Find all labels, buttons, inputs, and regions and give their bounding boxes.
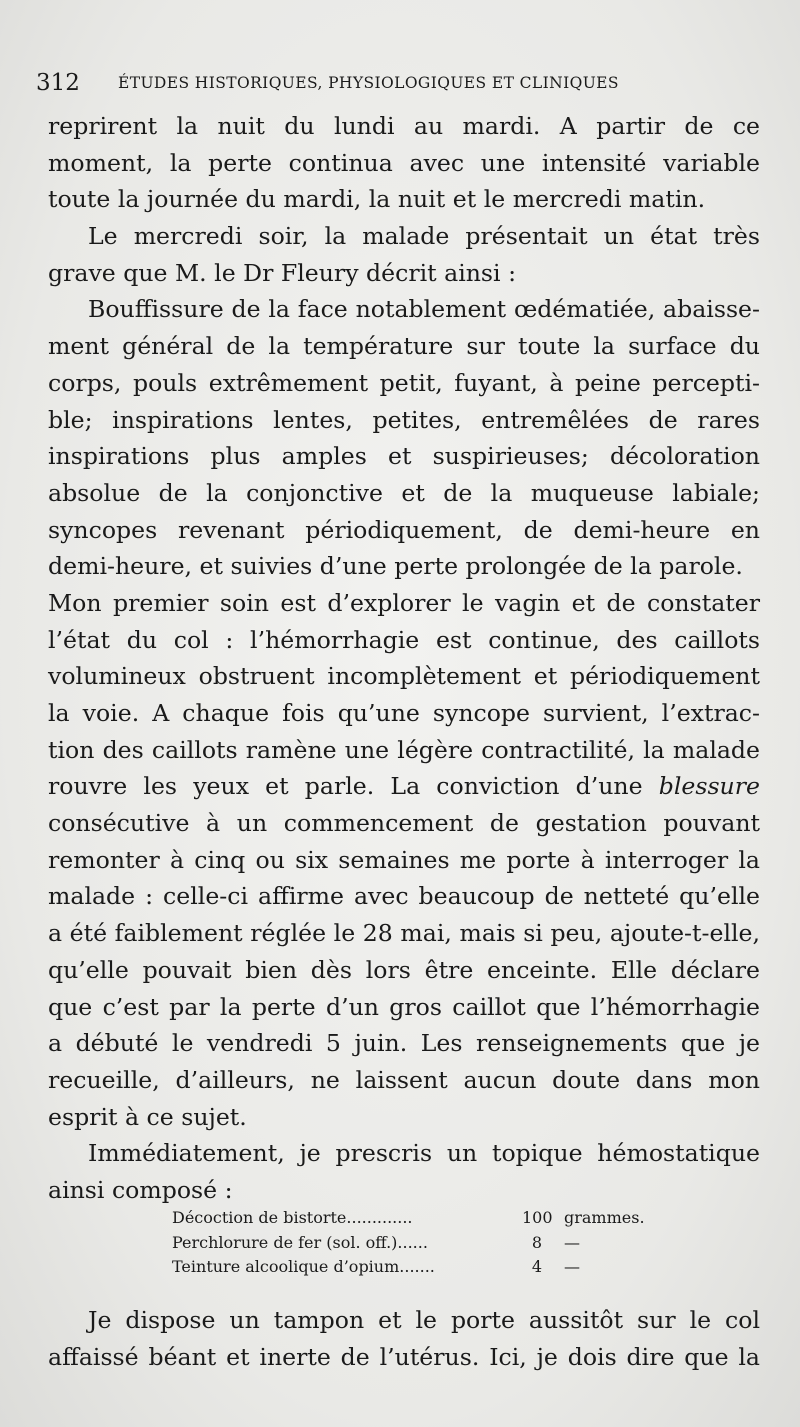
text-line bbox=[48, 658, 760, 695]
recipe-quantity: 100 bbox=[522, 1208, 553, 1227]
running-head: ÉTUDES HISTORIQUES, PHYSIOLOGIQUES ET CLINIQUES bbox=[118, 74, 619, 92]
line-text: moment, la perte continua avec une intensité variable bbox=[48, 148, 760, 177]
recipe-ingredient: Décoction de bistorte............. bbox=[172, 1208, 413, 1227]
text-line bbox=[48, 1339, 760, 1376]
line-text: la voie. A chaque fois qu’une syncope survient, l’extrac- bbox=[48, 699, 760, 727]
line-text: Immédiatement, je prescris un topique hémostatique bbox=[88, 1139, 760, 1168]
line-text: tion des caillots ramène une légère contractilité, la malade bbox=[48, 735, 760, 764]
italic-word: blessure bbox=[658, 772, 760, 801]
line-text: absolue de la conjonctive et de la muqueuse labiale; bbox=[48, 478, 760, 507]
line-text: demi-heure, et suivies d’une perte prolongée de la parole. bbox=[48, 552, 743, 581]
line-text: Bouffissure de la face notablement œdématiée, abaisse- bbox=[88, 295, 760, 324]
text-line bbox=[48, 255, 760, 292]
line-text: rouvre les yeux et parle. La conviction d’une bbox=[48, 772, 643, 801]
text-line bbox=[48, 1135, 760, 1172]
text-line bbox=[48, 218, 760, 255]
text-line bbox=[48, 1099, 760, 1136]
line-text: ment général de la température sur toute la surface du bbox=[48, 332, 760, 361]
recipe-unit: grammes. bbox=[564, 1208, 645, 1227]
line-text: ainsi composé : bbox=[48, 1175, 233, 1204]
closing-paragraph bbox=[48, 1302, 760, 1375]
text-line bbox=[48, 1172, 760, 1209]
prescription-recipe bbox=[172, 1206, 692, 1280]
line-text: esprit à ce sujet. bbox=[48, 1102, 247, 1131]
line-text: volumineux obstruent incomplètement et périodiquement bbox=[48, 662, 760, 691]
recipe-row bbox=[172, 1231, 692, 1256]
line-text: corps, pouls extrêmement petit, fuyant, à peine percepti- bbox=[48, 368, 760, 397]
line-text: remonter à cinq ou six semaines me porte à interroger la bbox=[48, 845, 760, 874]
line-text: syncopes revenant périodiquement, de demi-heure en bbox=[48, 515, 760, 544]
recipe-quantity: 4 bbox=[531, 1257, 543, 1276]
text-line bbox=[48, 1062, 760, 1099]
recipe-ingredient: Teinture alcoolique d’opium....... bbox=[172, 1257, 435, 1276]
text-line bbox=[48, 1302, 760, 1339]
text-line bbox=[48, 145, 760, 182]
text-line bbox=[48, 695, 760, 732]
recipe-unit: — bbox=[564, 1257, 580, 1276]
text-line bbox=[48, 768, 760, 805]
line-text: consécutive à un commencement de gestation pouvant bbox=[48, 809, 760, 838]
text-line bbox=[48, 585, 760, 622]
line-text: ble; inspirations lentes, petites, entremêlées de rares bbox=[48, 405, 760, 434]
line-text: a débuté le vendredi 5 juin. Les renseignements que je bbox=[48, 1029, 760, 1058]
recipe-unit: — bbox=[564, 1232, 580, 1252]
line-text: malade : celle-ci affirme avec beaucoup de netteté qu’elle bbox=[48, 882, 760, 911]
text-line bbox=[48, 475, 760, 512]
text-line bbox=[48, 365, 760, 402]
text-line bbox=[48, 1025, 760, 1062]
text-line bbox=[48, 952, 760, 989]
line-text: recueille, d’ailleurs, ne laissent aucun doute dans mon bbox=[48, 1065, 760, 1094]
text-line bbox=[48, 915, 760, 952]
line-text: Je dispose un tampon et le porte aussitôt sur le col bbox=[88, 1306, 760, 1334]
text-line bbox=[48, 548, 760, 585]
body-paragraphs bbox=[48, 108, 760, 1209]
recipe-ingredient: Perchlorure de fer (sol. off.)...... bbox=[172, 1232, 428, 1252]
text-line bbox=[48, 878, 760, 915]
line-text: a été faiblement réglée le 28 mai, mais si peu, ajoute-t-elle, bbox=[48, 919, 760, 948]
line-text: l’état du col : l’hémorrhagie est continue, des caillots bbox=[48, 625, 760, 654]
text-line bbox=[48, 181, 760, 218]
text-line bbox=[48, 732, 760, 769]
line-text: Le mercredi soir, la malade présentait un état très bbox=[88, 222, 760, 251]
line-text: reprirent la nuit du lundi au mardi. A partir de ce bbox=[48, 112, 760, 140]
line-text: que c’est par la perte d’un gros caillot que l’hémorrhagie bbox=[48, 992, 760, 1021]
text-line bbox=[48, 402, 760, 439]
line-text: grave que M. le Dr Fleury décrit ainsi : bbox=[48, 258, 517, 287]
line-text: affaissé béant et inerte de l’utérus. Ici, je dois dire que la bbox=[48, 1342, 760, 1371]
page-number: 312 bbox=[36, 70, 80, 96]
text-line bbox=[48, 842, 760, 879]
line-text: toute la journée du mardi, la nuit et le mercredi matin. bbox=[48, 185, 706, 214]
text-line bbox=[48, 622, 760, 659]
text-line bbox=[48, 108, 760, 145]
text-line bbox=[48, 328, 760, 365]
line-text: inspirations plus amples et suspirieuses; décoloration bbox=[48, 442, 760, 471]
recipe-quantity: 8 bbox=[531, 1232, 543, 1252]
recipe-row bbox=[172, 1206, 692, 1231]
line-text: Mon premier soin est d’explorer le vagin et de constater bbox=[48, 588, 760, 617]
line-text: qu’elle pouvait bien dès lors être enceinte. Elle déclare bbox=[48, 955, 760, 984]
text-line bbox=[48, 512, 760, 549]
text-line bbox=[48, 989, 760, 1026]
text-line bbox=[48, 291, 760, 328]
text-line bbox=[48, 805, 760, 842]
recipe-row bbox=[172, 1255, 692, 1280]
page-header bbox=[36, 70, 766, 100]
text-line bbox=[48, 438, 760, 475]
